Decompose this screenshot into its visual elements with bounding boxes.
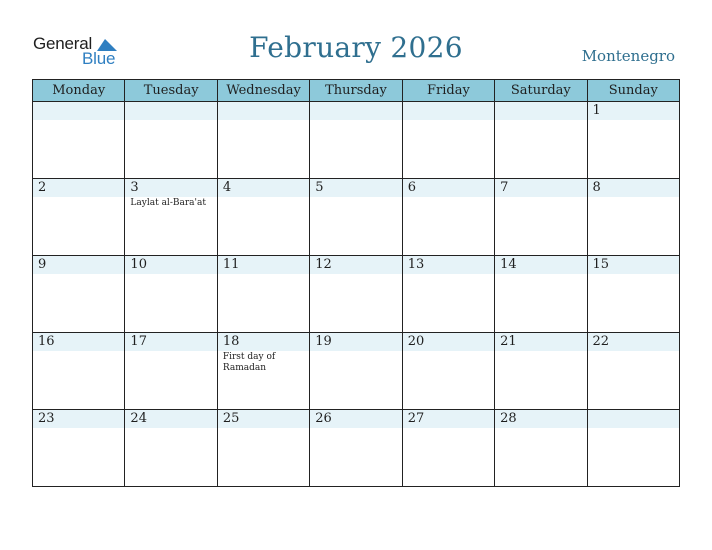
day-number-bar: [125, 410, 216, 428]
day-number: 18: [222, 334, 240, 349]
calendar-day-cell: [33, 256, 125, 333]
page-title: February 2026: [249, 31, 463, 64]
calendar-day-cell: [402, 410, 494, 487]
day-number-bar: [403, 256, 494, 274]
day-number-bar: [403, 179, 494, 197]
day-number: 9: [38, 257, 47, 272]
calendar-day-cell: [217, 179, 309, 256]
calendar-day-cell: [587, 179, 679, 256]
weekday-header-row: [33, 80, 680, 102]
calendar-day-cell: [402, 333, 494, 410]
holiday-label: Laylat al-Bara'at: [130, 198, 206, 208]
calendar-day-cell: [125, 333, 217, 410]
day-number-bar: [495, 256, 586, 274]
calendar-day-cell: [310, 179, 402, 256]
calendar-day-cell: [217, 256, 309, 333]
logo-text-general: General: [33, 34, 93, 53]
calendar-day-cell: [587, 333, 679, 410]
day-number: 23: [38, 411, 55, 426]
day-number-bar: [495, 102, 586, 120]
calendar-day-cell: [33, 333, 125, 410]
day-number-bar: [33, 333, 124, 351]
day-number-bar: [310, 410, 401, 428]
calendar-day-cell: [33, 410, 125, 487]
day-number: 12: [315, 257, 332, 272]
day-number: 15: [592, 257, 610, 272]
day-number: 11: [222, 257, 240, 272]
day-number-bar: [125, 102, 216, 120]
day-number: 28: [500, 411, 517, 426]
day-number: 13: [407, 257, 425, 272]
day-number-bar: [218, 333, 309, 351]
day-number-bar: [310, 102, 401, 120]
day-number-bar: [588, 179, 679, 197]
day-number: 14: [500, 257, 517, 272]
day-number: 1: [592, 103, 601, 118]
weekday-header: Tuesday: [125, 80, 217, 102]
day-number: 21: [500, 334, 517, 349]
calendar-day-cell: [495, 256, 587, 333]
weekday-header: Sunday: [587, 80, 679, 102]
calendar-day-cell: [310, 102, 402, 179]
calendar-week-row: [33, 333, 680, 410]
calendar-day-cell: [587, 410, 679, 487]
day-number-bar: [495, 179, 586, 197]
day-number-bar: [218, 256, 309, 274]
day-number-bar: [310, 333, 401, 351]
calendar-day-cell: [310, 256, 402, 333]
day-number-bar: [495, 333, 586, 351]
calendar-day-cell: [33, 102, 125, 179]
logo-text-blue: Blue: [82, 49, 116, 68]
day-number-bar: [588, 410, 679, 428]
day-number-bar: [495, 410, 586, 428]
calendar-day-cell: [402, 179, 494, 256]
weekday-header: Friday: [402, 80, 494, 102]
calendar-day-cell: [495, 333, 587, 410]
day-number-bar: [588, 102, 679, 120]
calendar-day-cell: [587, 256, 679, 333]
day-number-bar: [218, 410, 309, 428]
calendar-week-row: [33, 102, 680, 179]
calendar-day-cell: [217, 102, 309, 179]
day-number-bar: [33, 179, 124, 197]
day-number-bar: [310, 179, 401, 197]
calendar-week-row: [33, 179, 680, 256]
calendar-day-cell: [587, 102, 679, 179]
day-number-bar: [403, 410, 494, 428]
day-number-bar: [588, 256, 679, 274]
day-number-bar: [125, 333, 216, 351]
calendar-day-cell: [495, 410, 587, 487]
calendar-week-row: [33, 410, 680, 487]
calendar-day-cell: [310, 410, 402, 487]
day-number: 3: [130, 180, 139, 195]
day-number: 17: [130, 334, 147, 349]
day-number: 22: [592, 334, 610, 349]
day-number: 7: [500, 180, 509, 195]
day-number-bar: [403, 102, 494, 120]
day-number: 24: [130, 411, 147, 426]
day-number: 6: [407, 180, 416, 195]
weekday-header: Thursday: [310, 80, 402, 102]
weekday-header: Saturday: [495, 80, 587, 102]
calendar-day-cell: [310, 333, 402, 410]
weekday-header: Monday: [33, 80, 125, 102]
day-number: 25: [222, 411, 240, 426]
day-number-bar: [125, 256, 216, 274]
calendar-day-cell: [402, 102, 494, 179]
calendar-day-cell: [495, 102, 587, 179]
calendar-day-cell: [495, 179, 587, 256]
day-number: 5: [315, 180, 324, 195]
country-label: Montenegro: [581, 47, 675, 65]
calendar-day-cell: [402, 256, 494, 333]
day-number-bar: [310, 256, 401, 274]
day-number-bar: [33, 410, 124, 428]
calendar-grid: [32, 79, 680, 487]
calendar-week-row: [33, 256, 680, 333]
day-number: 16: [38, 334, 55, 349]
day-number: 27: [407, 411, 425, 426]
day-number: 26: [315, 411, 332, 426]
day-number: 4: [222, 180, 232, 195]
day-number-bar: [218, 179, 309, 197]
calendar-day-cell: [125, 256, 217, 333]
day-number: 8: [592, 180, 601, 195]
day-number: 2: [38, 180, 47, 195]
calendar-day-cell: [125, 179, 217, 256]
weekday-header: Wednesday: [217, 80, 309, 102]
calendar-day-cell: [217, 333, 309, 410]
day-number-bar: [33, 102, 124, 120]
holiday-label: First day of Ramadan: [222, 352, 276, 373]
day-number-bar: [33, 256, 124, 274]
day-number-bar: [125, 179, 216, 197]
calendar-day-cell: [125, 102, 217, 179]
day-number: 19: [315, 334, 332, 349]
calendar-day-cell: [125, 410, 217, 487]
day-number-bar: [218, 102, 309, 120]
calendar-day-cell: [217, 410, 309, 487]
day-number: 10: [130, 257, 147, 272]
day-number: 20: [407, 334, 425, 349]
day-number-bar: [588, 333, 679, 351]
day-number-bar: [403, 333, 494, 351]
calendar-day-cell: [33, 179, 125, 256]
